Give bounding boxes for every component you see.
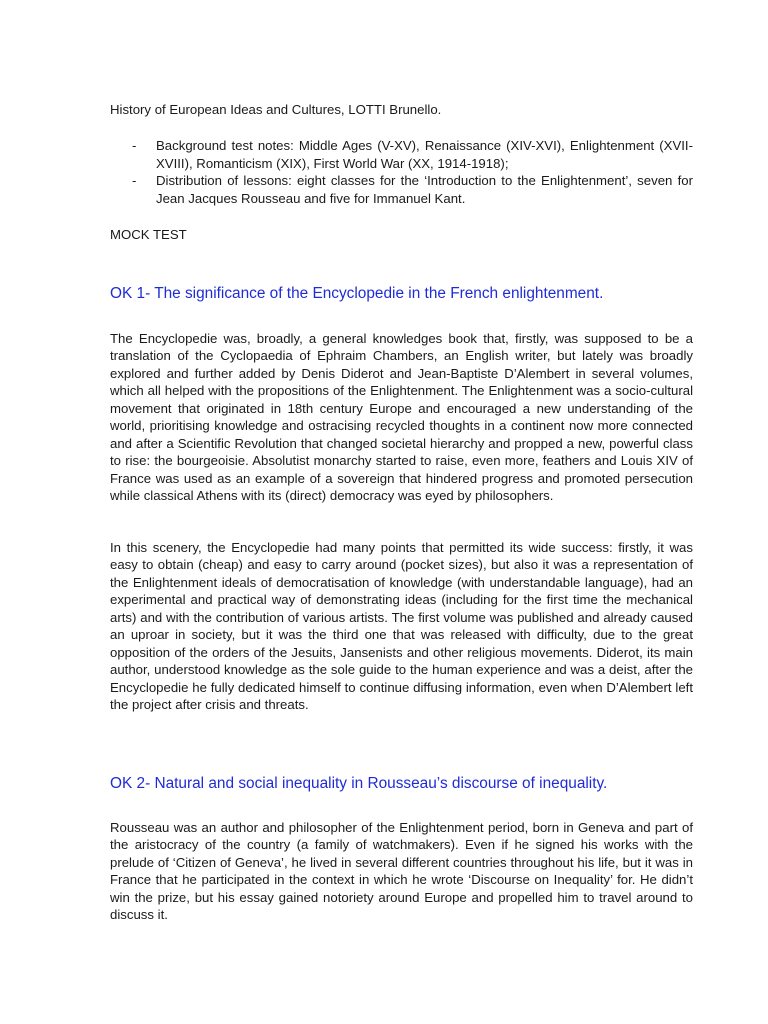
list-item — [110, 137, 693, 172]
paragraph: The Encyclopedie was, broadly, a general knowledges book that, firstly, was supposed to be a translation of the Cyclopaedia of Ephraim Chambers, an English writer, but lately was broadly explored and further added by Denis Diderot and Jean-Baptiste D’Alembert in several volumes, which all helped with the propositions of the Enlightenment. The Enlightenment was a socio-cultural movement that originated in 18th century Europe and encouraged a new understanding of the world, prioritising knowledge and ostracising recycled thoughts in a continent now more connected and after a Scientific Revolution that changed societal hierarchy and propped a new, powerful class to rise: the bourgeoisie. Absolutist monarchy started to raise, even more, feathers and Louis XIV of France was used as an example of a sovereign that hindered progress and promoted persecution while classical Athens with its (direct) democracy was eyed by philosophers. — [110, 331, 693, 504]
list-item — [110, 172, 693, 207]
bullet-dash: - — [132, 173, 137, 189]
note-text: Background test notes: Middle Ages (V-XV), Renaissance (XIV-XVI), Enlightenment (XVII-XVIII), Romanticism (XIX), First World War (XX, 1914-1918); — [156, 138, 693, 171]
mock-test-label: MOCK TEST — [110, 227, 187, 242]
paragraph: In this scenery, the Encyclopedie had many points that permitted its wide success: firstly, it was easy to obtain (cheap) and easy to carry around (pocket sizes), but also it was a representation of the Enlightenment ideals of democratisation of knowledge (with understandable language), had an experimental and practical way of demonstrating ideas (including for the first time the mechanical arts) and with the contribution of various artists. The first volume was published and already caused an uproar in society, but it was the third one that was released with difficulty, due to the great opposition of the orders of the Jesuits, Jansenists and other religious movements. Diderot, its main author, understood knowledge as the sole guide to the human experience and was a deist, after the Encyclopedie he fully dedicated himself to continue diffusing information, even when D’Alembert left the project after crisis and threats. — [110, 540, 693, 713]
document-header: History of European Ideas and Cultures, LOTTI Brunello. — [110, 102, 442, 117]
question-heading-1: OK 1- The significance of the Encyclopedie in the French enlightenment. — [110, 285, 604, 302]
notes-list — [110, 137, 693, 207]
question-heading-2: OK 2- Natural and social inequality in Rousseau’s discourse of inequality. — [110, 775, 608, 792]
paragraph: Rousseau was an author and philosopher of the Enlightenment period, born in Geneva and part of the aristocracy of the country (a family of watchmakers). Even if he signed his works with the prelude of ‘Citizen of Geneva’, he lived in several different countries throughout his life, but it was in France that he participated in the context in which he wrote ‘Discourse on Inequality’ for. He didn’t win the prize, but his essay gained notoriety around Europe and propelled him to travel around to discuss it. — [110, 820, 693, 923]
bullet-dash: - — [132, 138, 137, 153]
note-text: Distribution of lessons: eight classes for the ‘Introduction to the Enlightenment’, seven for Jean Jacques Rousseau and five for Immanuel Kant. — [156, 173, 693, 206]
